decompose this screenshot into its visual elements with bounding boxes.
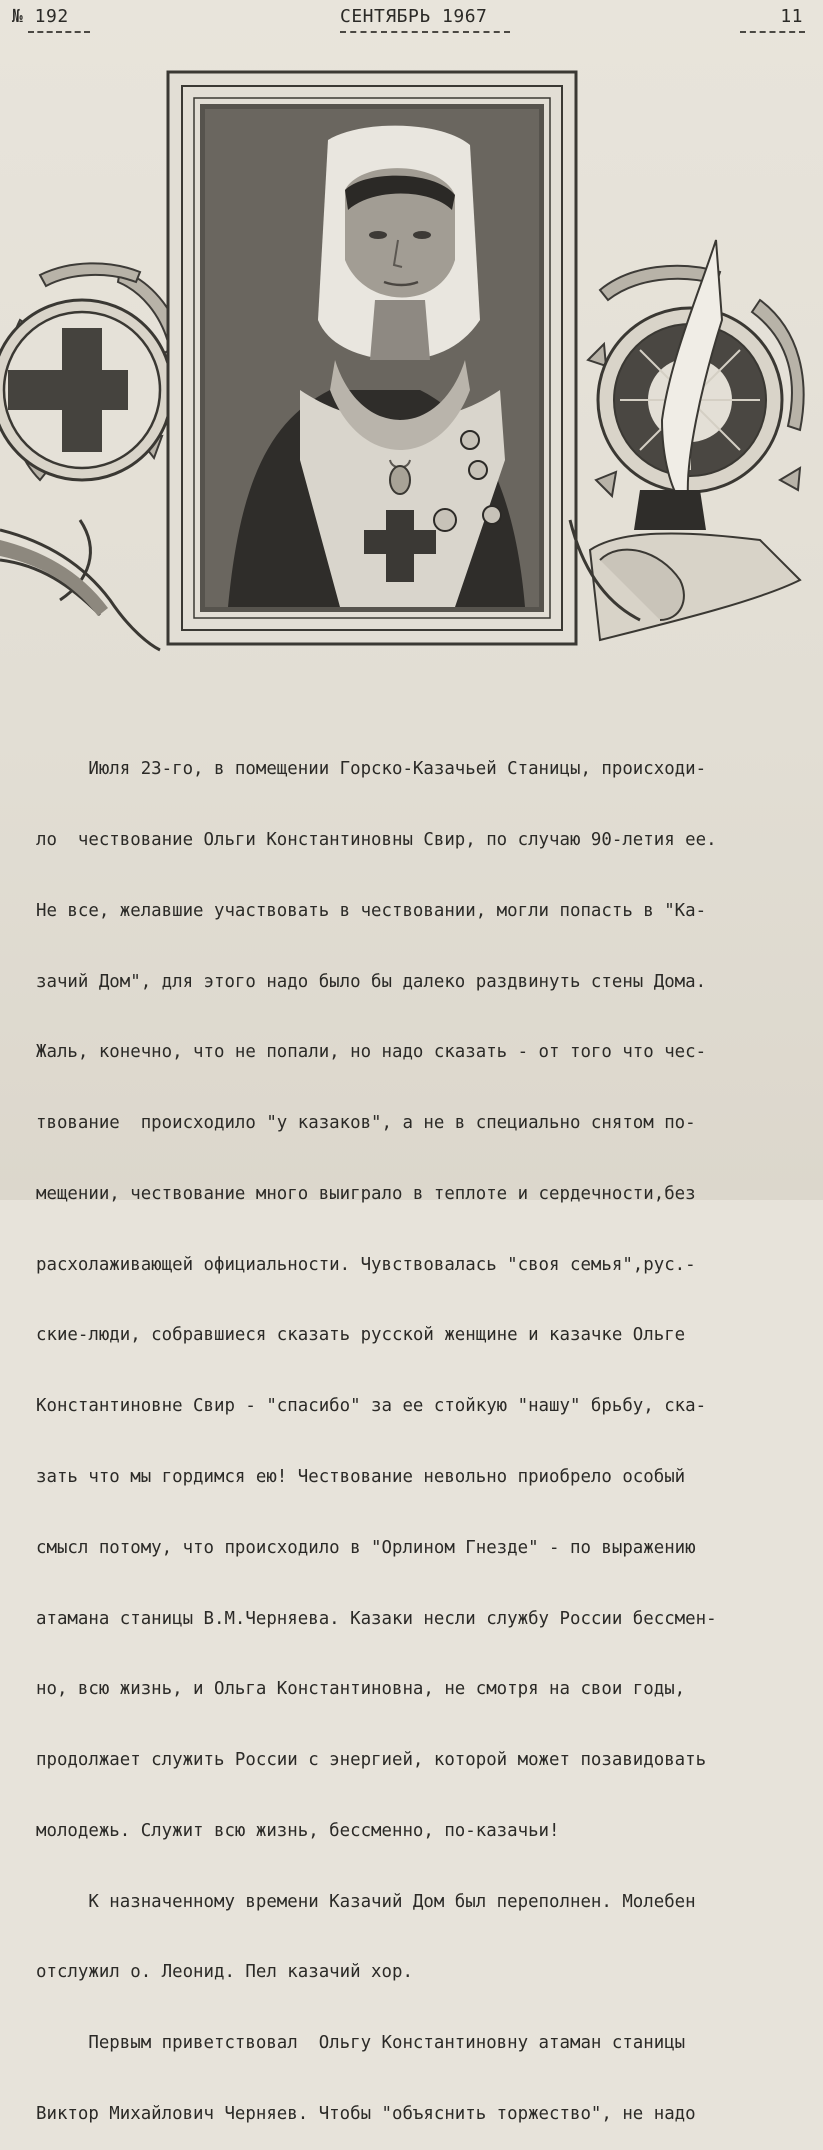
article-line: ские-люди, собравшиеся сказать русской женщине и казачке Ольге [36, 1325, 686, 1346]
article-line: Виктор Михайлович Черняев. Чтобы "объяснить торжество", не надо [36, 2104, 696, 2125]
article-text [36, 711, 796, 2150]
article-line: К назначенному времени Казачий Дом был переполнен. Молебен [36, 1891, 696, 1912]
article-line: смысл потому, что происходило в "Орлином Гнезде" - по выражению [36, 1537, 696, 1558]
issue-date: СЕНТЯБРЬ 1967 [340, 6, 488, 27]
article-line: расхолаживающей официальности. Чувствовалась "своя семья",рус.- [36, 1254, 696, 1275]
header-rule-left [28, 31, 90, 33]
issue-number: № 192 [12, 6, 69, 27]
article-line: твование происходило "у казаков", а не в специально снятом по- [36, 1113, 696, 1134]
article-line: мещении, чествование много выиграло в теплоте и сердечности,без [36, 1183, 696, 1204]
article-line: зать что мы гордимся ею! Чествование невольно приобрело особый [36, 1467, 686, 1487]
red-cross-emblem [0, 263, 180, 650]
page-header [0, 0, 823, 36]
illustration [0, 60, 823, 660]
page-number: 11 [780, 6, 803, 27]
article-line: ло чествование Ольги Константиновны Свир, по случаю 90-летия ее. [36, 829, 717, 850]
article-line: Константиновне Свир - "спасибо" за ее стойкую "нашу" брьбу, ска- [36, 1396, 707, 1417]
article-line: зачий Дом", для этого надо было бы далеко раздвинуть стены Дома. [36, 971, 707, 992]
article-line: но, всю жизнь, и Ольга Константиновна, не смотря на свои годы, [36, 1679, 686, 1700]
article-line: продолжает служить России с энергией, которой может позавидовать [36, 1750, 707, 1771]
article-line: Жаль, конечно, что не попали, но надо сказать - от того что чес- [36, 1042, 707, 1063]
article-line: Июля 23-го, в помещении Горско-Казачьей Станицы, происходи- [36, 759, 707, 780]
quill-and-inkwell-emblem [570, 240, 804, 640]
article-line: атамана станицы В.М.Черняева. Казаки несли службу России бессмен- [36, 1608, 717, 1629]
header-rule-right [740, 31, 805, 33]
header-rule-center [340, 31, 510, 33]
article-line: отслужил о. Леонид. Пел казачий хор. [36, 1962, 413, 1983]
article-line: молодежь. Служит всю жизнь, бессменно, по-казачьи! [36, 1820, 560, 1841]
article-line: Первым приветствовал Ольгу Константиновну атаман станицы [36, 2033, 686, 2054]
article-line: Не все, желавшие участвовать в чествовании, могли попасть в "Ка- [36, 900, 707, 921]
